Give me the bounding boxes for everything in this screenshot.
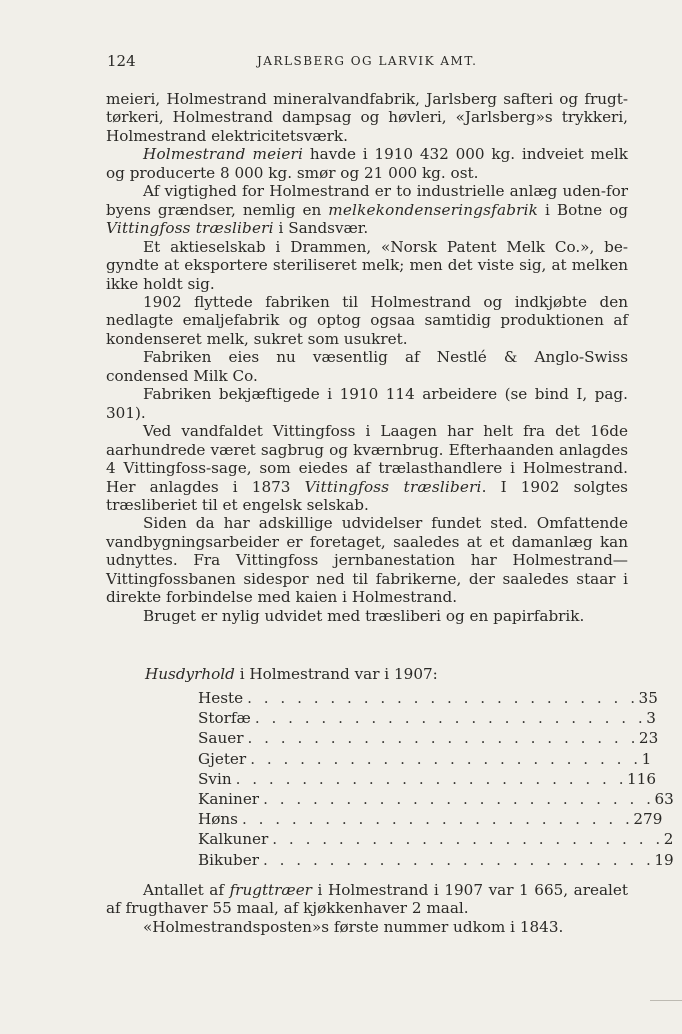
italic-term: Vittingfoss træsliberi [106, 219, 274, 238]
livestock-row [198, 709, 656, 729]
text-run: Et aktieselskab i Drammen, «Norsk Patent Melk Co.», be-gyndte at eksportere steriliseret melk; men det viste sig, at melken ikke holdt sig. [106, 237, 628, 293]
italic-term: Holmestrand meieri [143, 145, 304, 164]
livestock-row [198, 789, 674, 810]
leader-dots: . . . . . . . . . . . . . . . . . . . . . . . . [247, 689, 639, 707]
body-paragraph [106, 348, 628, 385]
livestock-name: Kaniner [198, 789, 260, 808]
livestock-name: Heste [198, 689, 244, 707]
body-paragraph [106, 145, 628, 182]
text-run: Af vigtighed for Holmestrand er to industrielle anlæg uden-for byens grændser, nemlig en [106, 182, 628, 219]
livestock-count: 63 [654, 789, 674, 808]
livestock-name: Sauer [198, 729, 244, 748]
text-run: havde i 1910 432 000 kg. indveiet melk og producerte 8 000 kg. smør og 21 000 kg. ost. [106, 145, 629, 182]
text-run: meieri, Holmestrand mineralvandfabrik, Jarlsberg safteri og frugt-tørkeri, Holmestrand dampsag og høvleri, «Jarlsberg»s trykkeri, Holmestrand elektricitetsværk. [106, 90, 628, 145]
livestock-row [198, 769, 657, 790]
page-header [107, 52, 627, 72]
text-run: Siden da har adskillige udvidelser fundet sted. Omfattende vandbygningsarbeider er foretaget, saaledes at et damanlæg kan udnyttes. Fra Vittingfoss jernbanestation har Holmestrand—Vittingfossbanen sidespor ned til fabrikerne, der saaledes staar i direkte forbindelse med kaien i Holmestrand. [106, 514, 628, 607]
running-title: JARLSBERG OG LARVIK AMT. [257, 54, 478, 68]
livestock-row [198, 850, 674, 871]
leader-dots: . . . . . . . . . . . . . . . . . . . . . . . . [241, 810, 634, 829]
livestock-count: 1 [641, 749, 652, 768]
italic-term: Vittingfoss træsliberi [304, 477, 482, 496]
body-paragraph [106, 514, 628, 606]
leader-dots: . . . . . . . . . . . . . . . . . . . . . . . . [247, 729, 639, 748]
leader-dots: . . . . . . . . . . . . . . . . . . . . . . . . [254, 709, 647, 728]
body-paragraph [106, 90, 628, 145]
livestock-row [198, 749, 652, 770]
text-run: Fabriken eies nu væsentlig af Nestlé & Anglo-Swiss condensed Milk Co. [106, 348, 628, 385]
livestock-name: Storfæ [198, 709, 251, 728]
husdyr-intro-rest: i Holmestrand var i 1907: [234, 665, 438, 683]
livestock-table [198, 689, 674, 871]
body-paragraph [106, 385, 628, 422]
husdyr-intro [145, 665, 438, 683]
livestock-name: Høns [198, 810, 238, 829]
leader-dots: . . . . . . . . . . . . . . . . . . . . . . . . [250, 749, 642, 768]
closing-text [106, 881, 628, 936]
text-run: Ved vandfaldet Vittingfoss i Laagen har helt fra det 16de aarhundrede været sagbrug og kværnbrug. Efterhaanden anlagdes 4 Vittingfoss-sage, som eiedes af trælasthandlere i Holmestrand. Her anlagdes i 1873 [106, 422, 628, 496]
italic-term: frugttræer [229, 881, 312, 899]
livestock-name: Svin [198, 769, 232, 788]
leader-dots: . . . . . . . . . . . . . . . . . . . . . . . . [272, 830, 664, 849]
livestock-count: 23 [638, 729, 659, 748]
body-text [106, 90, 628, 625]
body-paragraph [106, 238, 628, 293]
leader-dots: . . . . . . . . . . . . . . . . . . . . . . . . [263, 789, 655, 808]
leader-dots: . . . . . . . . . . . . . . . . . . . . . . . . [235, 769, 628, 788]
page-number: 124 [107, 52, 136, 70]
body-paragraph [106, 422, 628, 514]
text-run: i Botne og [538, 200, 628, 219]
livestock-name: Gjeter [198, 749, 247, 768]
text-run: . I 1902 solgtes træsliberiet til et engelsk selskab. [106, 477, 628, 514]
text-run: «Holmestrandsposten»s første nummer udkom i 1843. [143, 917, 564, 936]
text-run: Bruget er nylig udvidet med træsliberi og en papirfabrik. [143, 606, 585, 625]
text-run: i Sandsvær. [273, 219, 369, 238]
leader-dots: . . . . . . . . . . . . . . . . . . . . . . . . [262, 850, 655, 869]
text-run: Antallet af [143, 881, 230, 899]
livestock-count: 19 [654, 850, 674, 869]
livestock-row [198, 689, 658, 709]
livestock-row [198, 830, 674, 850]
livestock-name: Kalkuner [198, 830, 269, 849]
page-edge-line [650, 1000, 682, 1001]
livestock-count: 3 [646, 709, 656, 728]
italic-term: melkekondenseringsfabrik [328, 200, 539, 219]
body-paragraph [106, 607, 628, 625]
livestock-row [198, 729, 659, 749]
text-run: 1902 flyttede fabriken til Holmestrand og indkjøbte den nedlagte emaljefabrik og optog ogsaa samtidig produktionen af kondenseret melk, sukret som usukret. [106, 292, 628, 348]
husdyr-intro-italic: Husdyrhold [145, 665, 235, 683]
text-run: Fabriken bekjæftigede i 1910 114 arbeidere (se bind I, pag. 301). [106, 385, 628, 422]
livestock-count: 2 [663, 830, 674, 849]
closing-paragraph [106, 918, 628, 936]
body-paragraph [106, 182, 628, 237]
body-paragraph [106, 293, 628, 348]
closing-paragraph [106, 881, 628, 918]
livestock-count: 35 [638, 689, 658, 707]
text-run: i Holmestrand i 1907 var 1 665, arealet af frugthaver 55 maal, af kjøkkenhaver 2 maal. [106, 881, 628, 918]
livestock-count: 116 [627, 769, 657, 788]
livestock-name: Bikuber [198, 850, 259, 869]
livestock-count: 279 [633, 810, 663, 829]
livestock-row [198, 810, 663, 830]
